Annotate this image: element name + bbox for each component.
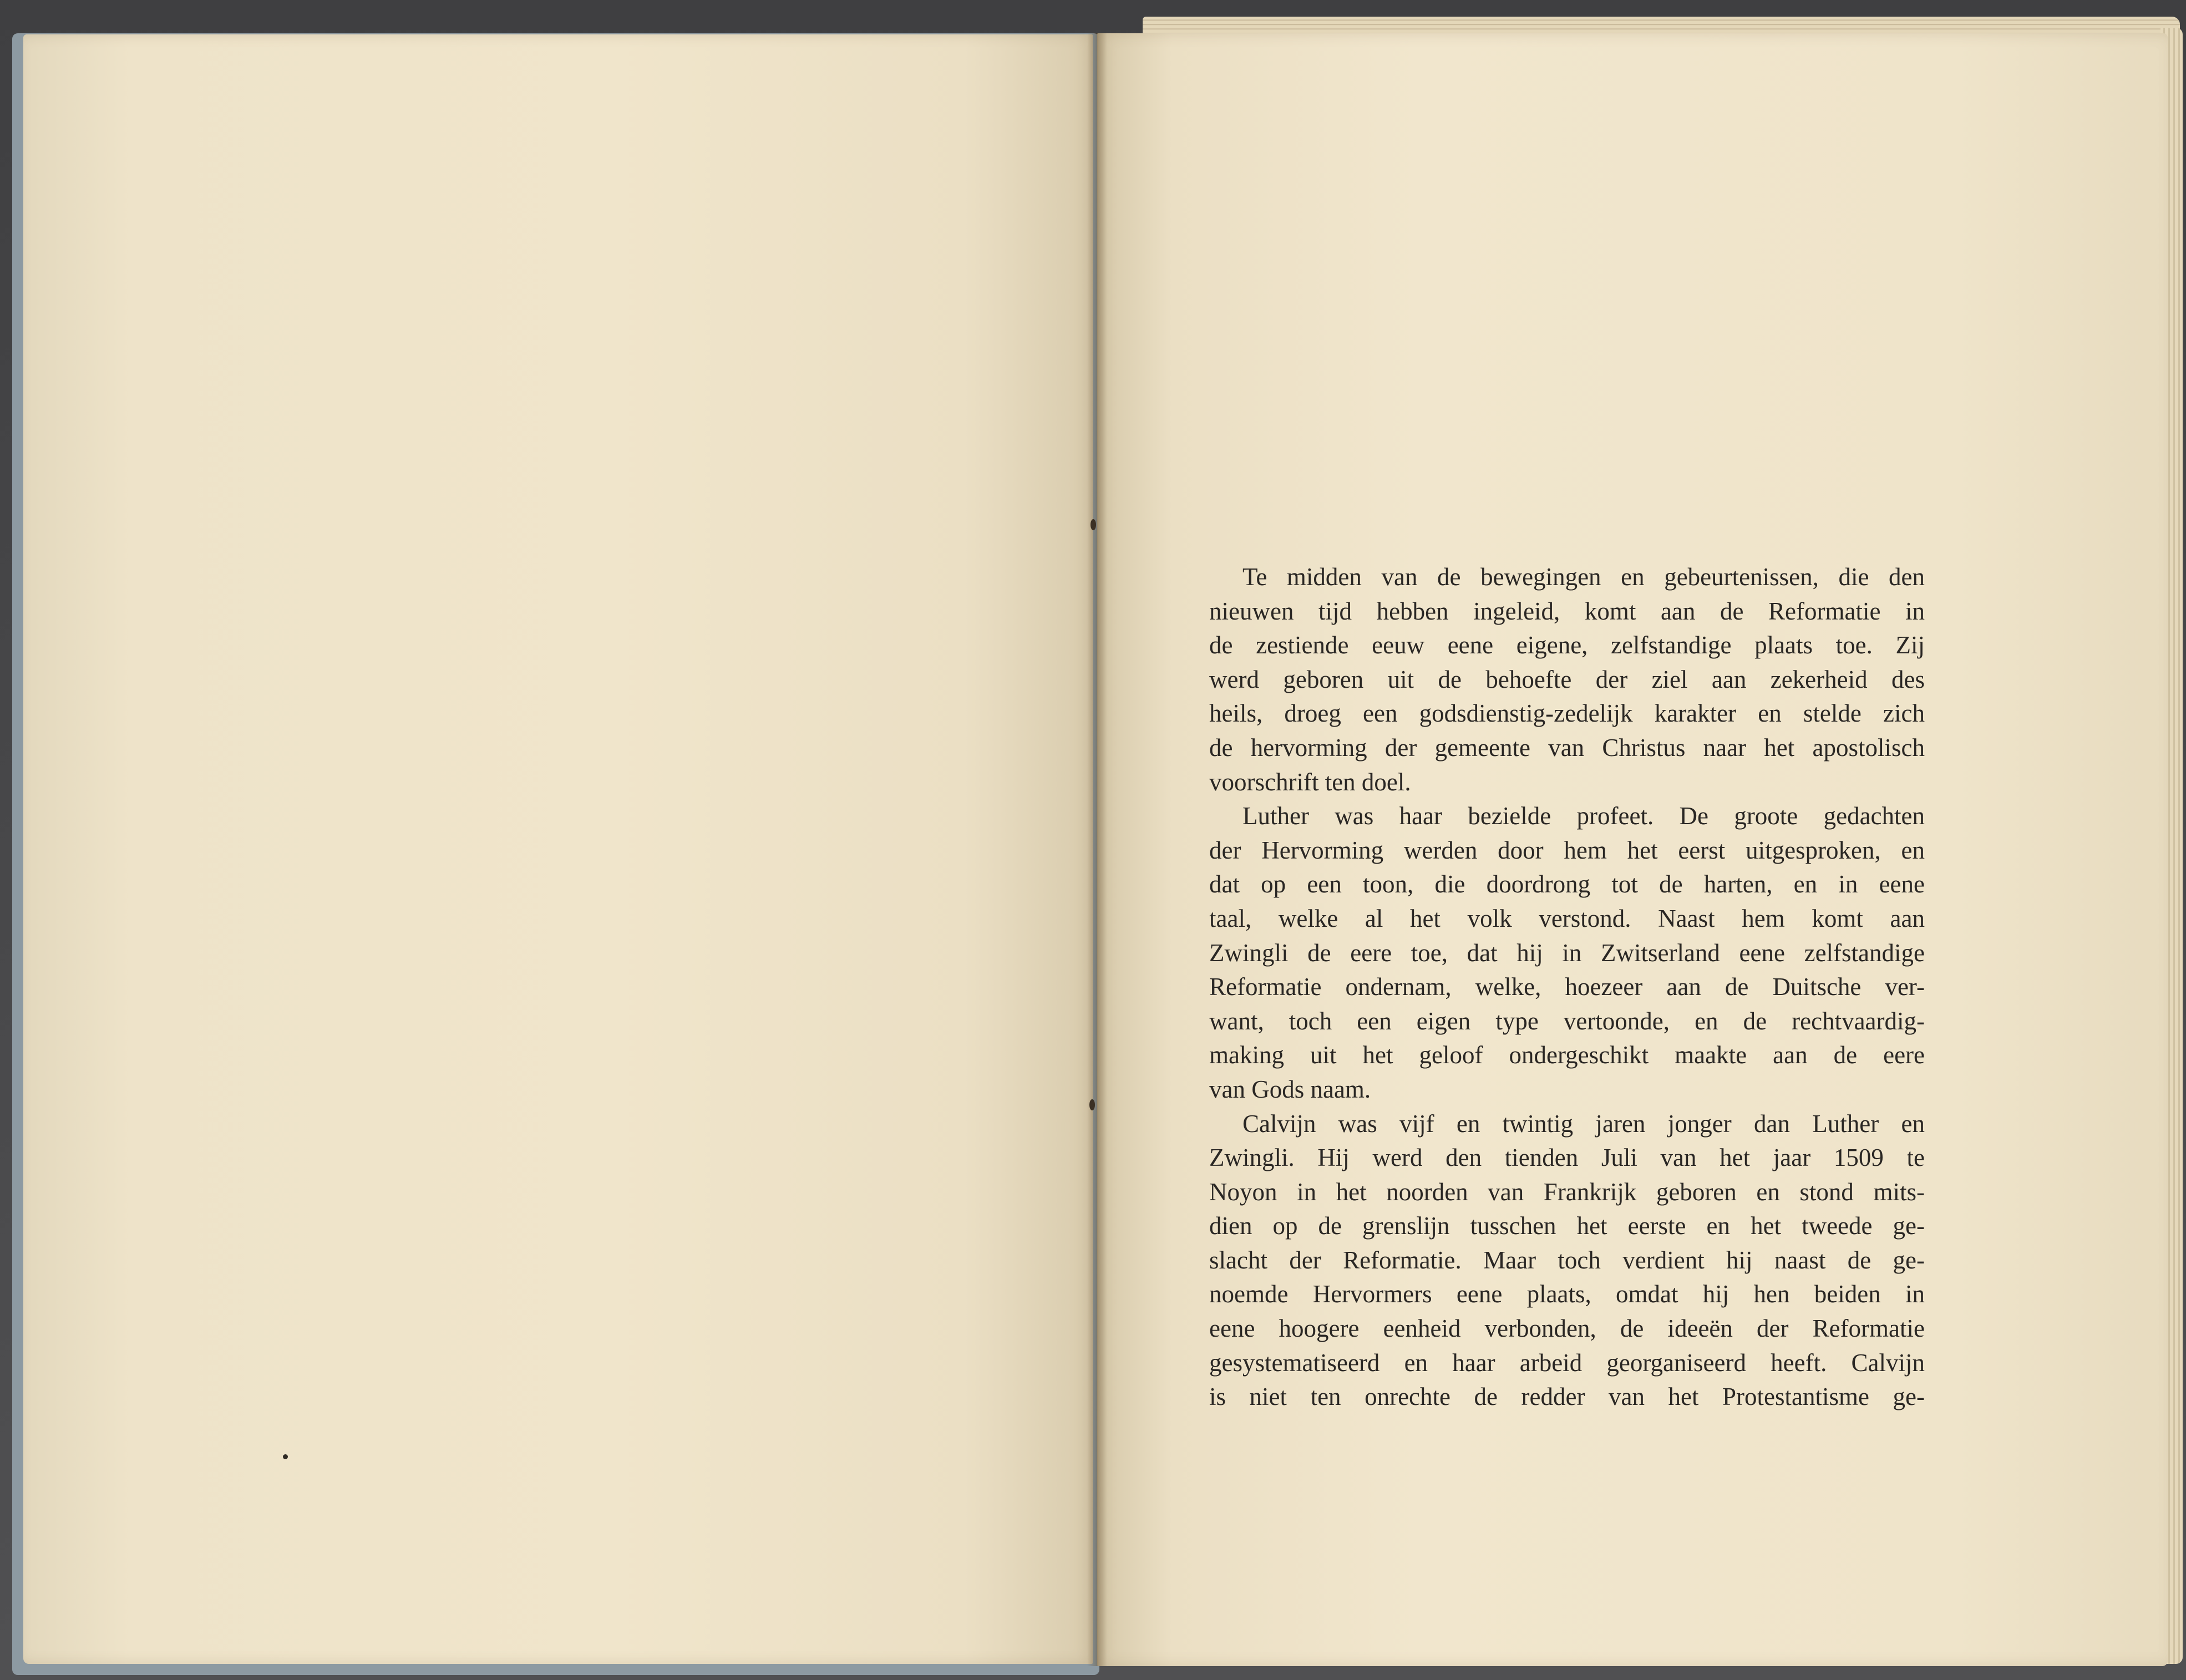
right-page xyxy=(1097,33,2168,1666)
text-line: slacht der Reformatie. Maar toch verdient hij naast de ge- xyxy=(1209,1246,1925,1274)
text-line: de zestiende eeuw eene eigene, zelfstandige plaats toe. Zij xyxy=(1209,631,1925,659)
text-line: eene hoogere eenheid verbonden, de ideeën der Reformatie xyxy=(1209,1314,1925,1343)
text-line: Zwingli. Hij werd den tienden Juli van het jaar 1509 te xyxy=(1209,1144,1925,1172)
text-line: Noyon in het noorden van Frankrijk geboren en stond mits- xyxy=(1209,1177,1925,1206)
text-line: voorschrift ten doel. xyxy=(1209,768,1411,796)
paragraph-1 xyxy=(1209,560,1925,799)
body-text xyxy=(1209,560,1925,1414)
text-line: van Gods naam. xyxy=(1209,1075,1371,1103)
text-line: making uit het geloof ondergeschikt maakte aan de eere xyxy=(1209,1041,1925,1069)
paragraph-2 xyxy=(1209,799,1925,1107)
text-line: noemde Hervormers eene plaats, omdat hij hen beiden in xyxy=(1209,1280,1925,1308)
text-line: want, toch een eigen type vertoonde, en de rechtvaardig- xyxy=(1209,1007,1925,1035)
text-line: Reformatie ondernam, welke, hoezeer aan de Duitsche ver- xyxy=(1209,973,1925,1001)
text-line: nieuwen tijd hebben ingeleid, komt aan de Reformatie in xyxy=(1209,597,1925,625)
text-line: dat op een toon, die doordrong tot de harten, en in eene xyxy=(1209,870,1925,899)
text-line: gesystematiseerd en haar arbeid georganiseerd heeft. Calvijn xyxy=(1209,1348,1925,1377)
paragraph-3 xyxy=(1209,1107,1925,1414)
binding-stitch xyxy=(1089,1099,1095,1110)
text-line: werd geboren uit de behoefte der ziel aan zekerheid des xyxy=(1209,665,1925,693)
ink-speck xyxy=(283,1454,288,1459)
binding-stitch xyxy=(1091,519,1096,530)
text-line: Luther was haar bezielde profeet. De groote gedachten xyxy=(1242,802,1925,830)
text-line: taal, welke al het volk verstond. Naast hem komt aan xyxy=(1209,904,1925,932)
text-line: heils, droeg een godsdienstig-zedelijk karakter en stelde zich xyxy=(1209,699,1925,728)
text-line: dien op de grenslijn tusschen het eerste en het tweede ge- xyxy=(1209,1212,1925,1240)
text-line: is niet ten onrechte de redder van het Protestantisme ge- xyxy=(1209,1383,1925,1411)
text-line: de hervorming der gemeente van Christus naar het apostolisch xyxy=(1209,733,1925,762)
left-page xyxy=(23,34,1093,1664)
text-line: Te midden van de bewegingen en gebeurtenissen, die den xyxy=(1242,563,1925,591)
book-gutter xyxy=(1087,33,1107,1666)
text-line: Zwingli de eere toe, dat hij in Zwitserland eene zelfstandige xyxy=(1209,938,1925,967)
text-line: Calvijn was vijf en twintig jaren jonger dan Luther en xyxy=(1242,1109,1925,1138)
text-line: der Hervorming werden door hem het eerst uitgesproken, en xyxy=(1209,836,1925,864)
